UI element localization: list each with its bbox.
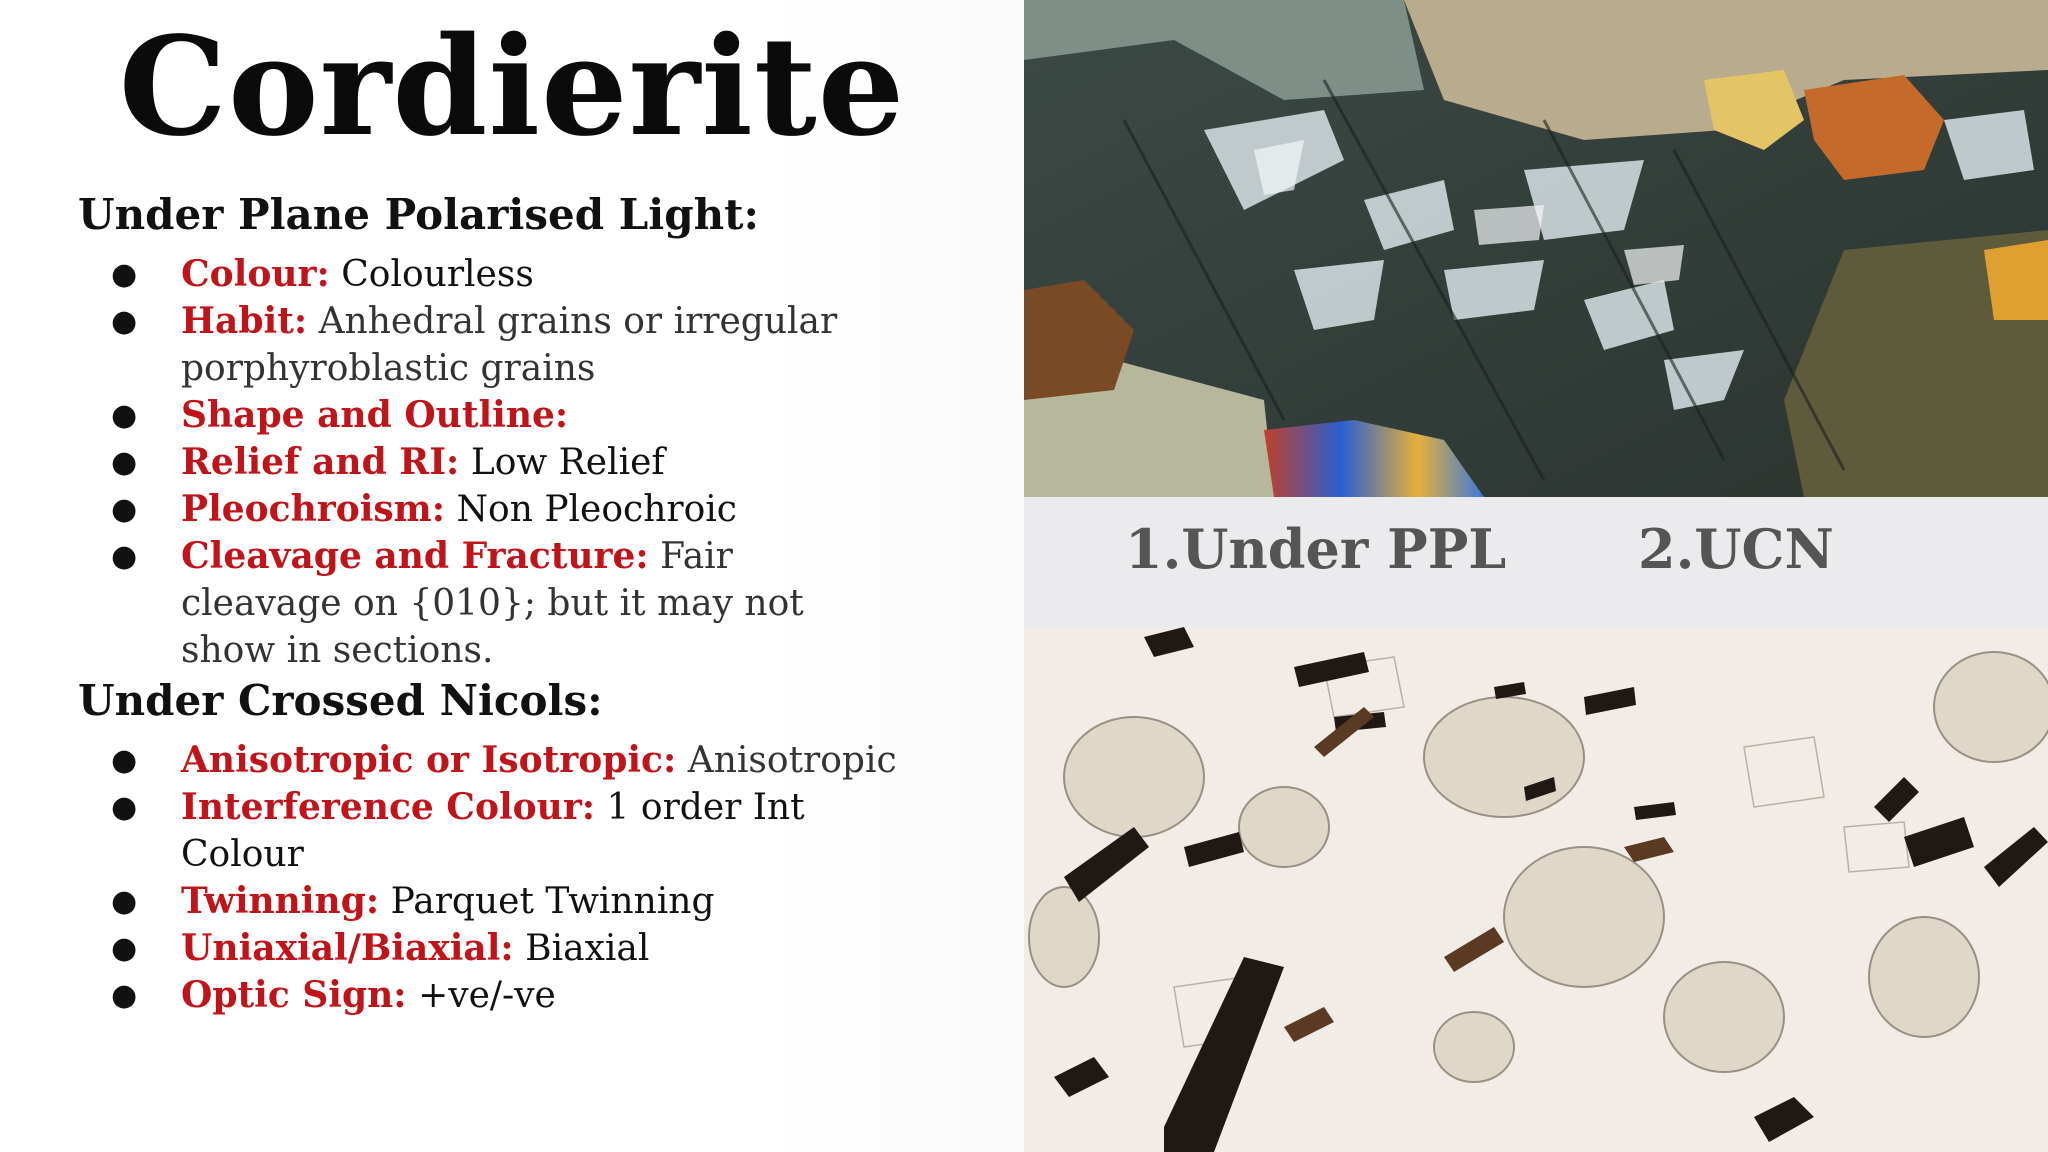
property-label: Uniaxial/Biaxial:: [181, 927, 514, 969]
property-label: Relief and RI:: [181, 441, 460, 483]
property-value: Low Relief: [470, 442, 665, 483]
bullet-icon: ●: [111, 978, 138, 1013]
property-value: 1 order Int Colour: [181, 787, 805, 875]
bullet-icon: ●: [111, 304, 138, 339]
property-value: Fair cleavage on {010}; but it may not show in sections.: [181, 536, 804, 671]
bullet-icon: ●: [111, 445, 138, 480]
ucn-property-list: [0, 737, 900, 1019]
caption-ucn: 2.UCN: [1638, 517, 1834, 581]
ppl-item-colour: [0, 251, 900, 298]
ucn-item-twinning: [0, 878, 900, 925]
ppl-item-pleochroism: [0, 486, 900, 533]
caption-ppl: 1.Under PPL: [1125, 517, 1507, 581]
ppl-item-shape: [0, 392, 900, 439]
ppl-heading: Under Plane Polarised Light:: [78, 190, 760, 239]
property-label: Optic Sign:: [181, 974, 407, 1016]
property-label: Cleavage and Fracture:: [181, 535, 649, 577]
property-label: Colour:: [181, 253, 330, 295]
property-label: Twinning:: [181, 880, 380, 922]
property-label: Anisotropic or Isotropic:: [181, 739, 677, 781]
property-value: Anhedral grains or irregular porphyroblastic grains: [181, 301, 838, 389]
property-label: Habit:: [181, 300, 308, 342]
ucn-item-isotropy: [0, 737, 900, 784]
property-value: Colourless: [341, 254, 534, 295]
bullet-icon: ●: [111, 884, 138, 919]
image-panel: [1024, 0, 2048, 1152]
bullet-icon: ●: [111, 931, 138, 966]
property-label: Pleochroism:: [181, 488, 446, 530]
ucn-item-optic-sign: [0, 972, 900, 1019]
slide-title: Cordierite: [118, 7, 906, 167]
bullet-icon: ●: [111, 257, 138, 292]
property-label: Interference Colour:: [181, 786, 596, 828]
property-value: Non Pleochroic: [456, 489, 737, 530]
ucn-item-interference: [0, 784, 900, 878]
property-value: Anisotropic: [687, 740, 897, 781]
ucn-item-axial: [0, 925, 900, 972]
bullet-icon: ●: [111, 492, 138, 527]
property-label: Shape and Outline:: [181, 394, 569, 436]
ppl-property-list: [0, 251, 900, 674]
ppl-micrograph: [1024, 627, 2048, 1152]
ucn-micrograph: [1024, 0, 2048, 497]
ucn-heading: Under Crossed Nicols:: [78, 676, 603, 725]
ppl-item-habit: [0, 298, 900, 392]
bullet-icon: ●: [111, 398, 138, 433]
bullet-icon: ●: [111, 539, 138, 574]
ppl-item-cleavage: [0, 533, 900, 674]
property-value: +ve/-ve: [418, 975, 556, 1016]
ppl-item-relief: [0, 439, 900, 486]
property-value: Parquet Twinning: [390, 881, 715, 922]
property-value: Biaxial: [525, 928, 650, 969]
bullet-icon: ●: [111, 743, 138, 778]
bullet-icon: ●: [111, 790, 138, 825]
